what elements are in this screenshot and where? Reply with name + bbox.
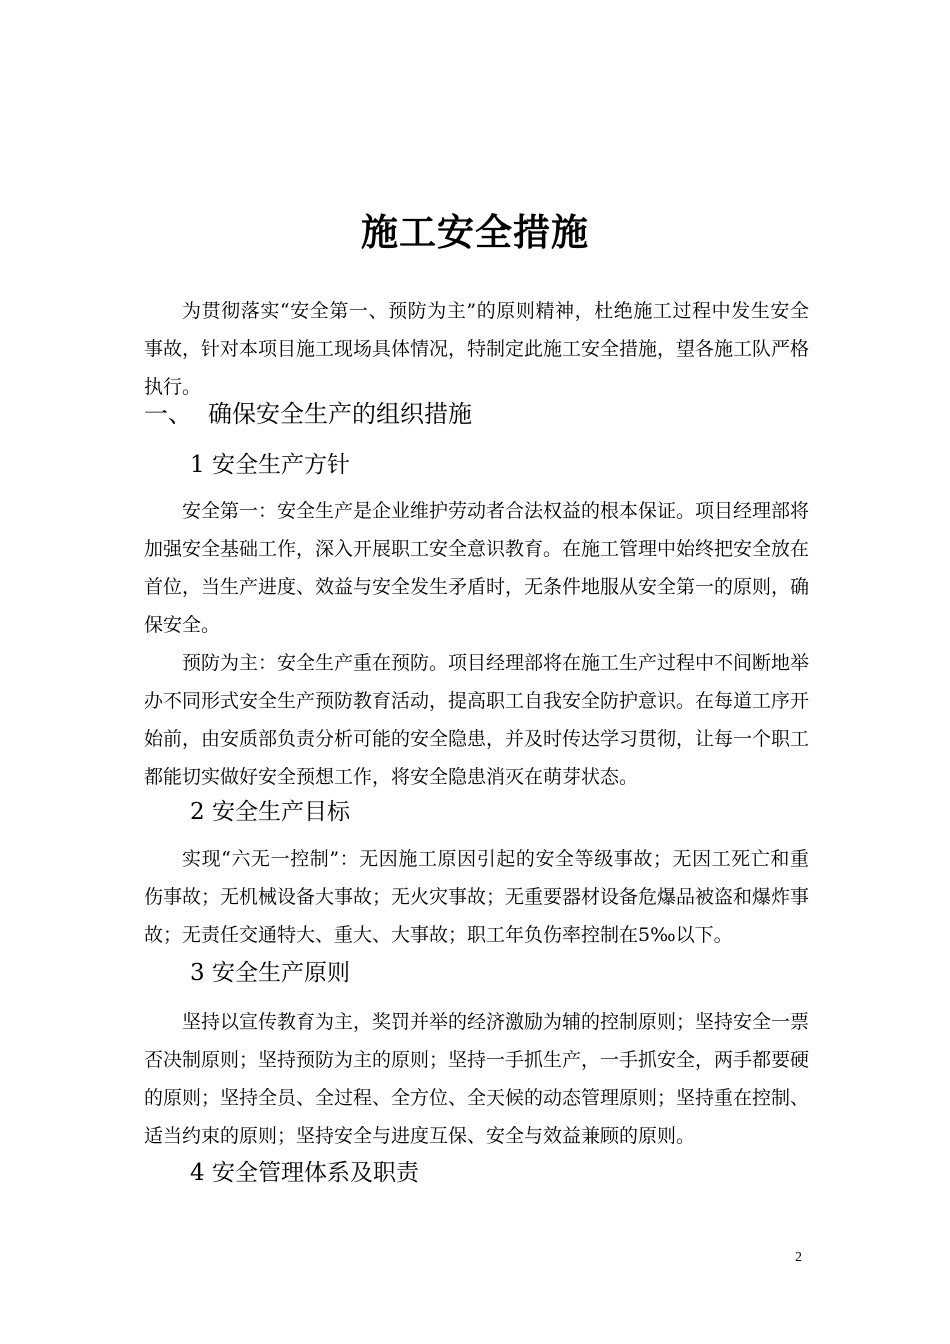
document-title: 施工安全措施 — [361, 211, 589, 254]
intro-paragraph: 为贯彻落实“安全第一、预防为主”的原则精神，杜绝施工过程中发生安全事故，针对本项目施工现场具体情况，特制定此施工安全措施，望各施工队严格执行。 — [144, 300, 810, 398]
section-title: 确保安全生产的组织措施 — [208, 400, 472, 428]
subsection-heading-3: 3 安全生产原则 — [190, 960, 350, 986]
paragraph-goals: 实现“六无一控制”：无因施工原因引起的安全等级事故；无因工死亡和重伤事故；无机械设备大事故；无火灾事故；无重要器材设备危爆品被盗和爆炸事故；无责任交通特大、重大、大事故；职工年负伤率控制在5‰以下。 — [144, 848, 810, 946]
subsection-heading-2: 2 安全生产目标 — [190, 799, 350, 825]
section-number: 一、 — [144, 400, 192, 428]
paragraph-safety-first: 安全第一：安全生产是企业维护劳动者合法权益的根本保证。项目经理部将加强安全基础工作，深入开展职工安全意识教育。在施工管理中始终把安全放在首位，当生产进度、效益与安全发生矛盾时，无条件地服从安全第一的原则，确保安全。 — [144, 500, 810, 636]
section-heading-1 — [144, 394, 472, 434]
paragraph-principles: 坚持以宣传教育为主，奖罚并举的经济激励为辅的控制原则；坚持安全一票否决制原则；坚持预防为主的原则；坚持一手抓生产，一手抓安全，两手都要硬的原则；坚持全员、全过程、全方位、全天候的动态管理原则；坚持重在控制、适当约束的原则；坚持安全与进度互保、安全与效益兼顾的原则。 — [144, 1011, 810, 1147]
paragraph-prevention: 预防为主：安全生产重在预防。项目经理部将在施工生产过程中不间断地举办不同形式安全生产预防教育活动，提高职工自我安全防护意识。在每道工序开始前，由安质部负责分析可能的安全隐患，并及时传达学习贯彻，让每一个职工都能切实做好安全预想工作，将安全隐患消灭在萌芽状态。 — [144, 652, 810, 788]
subsection-heading-1: 1 安全生产方针 — [190, 452, 350, 478]
subsection-heading-4: 4 安全管理体系及职责 — [190, 1160, 419, 1186]
page-number: 2 — [795, 1250, 802, 1265]
